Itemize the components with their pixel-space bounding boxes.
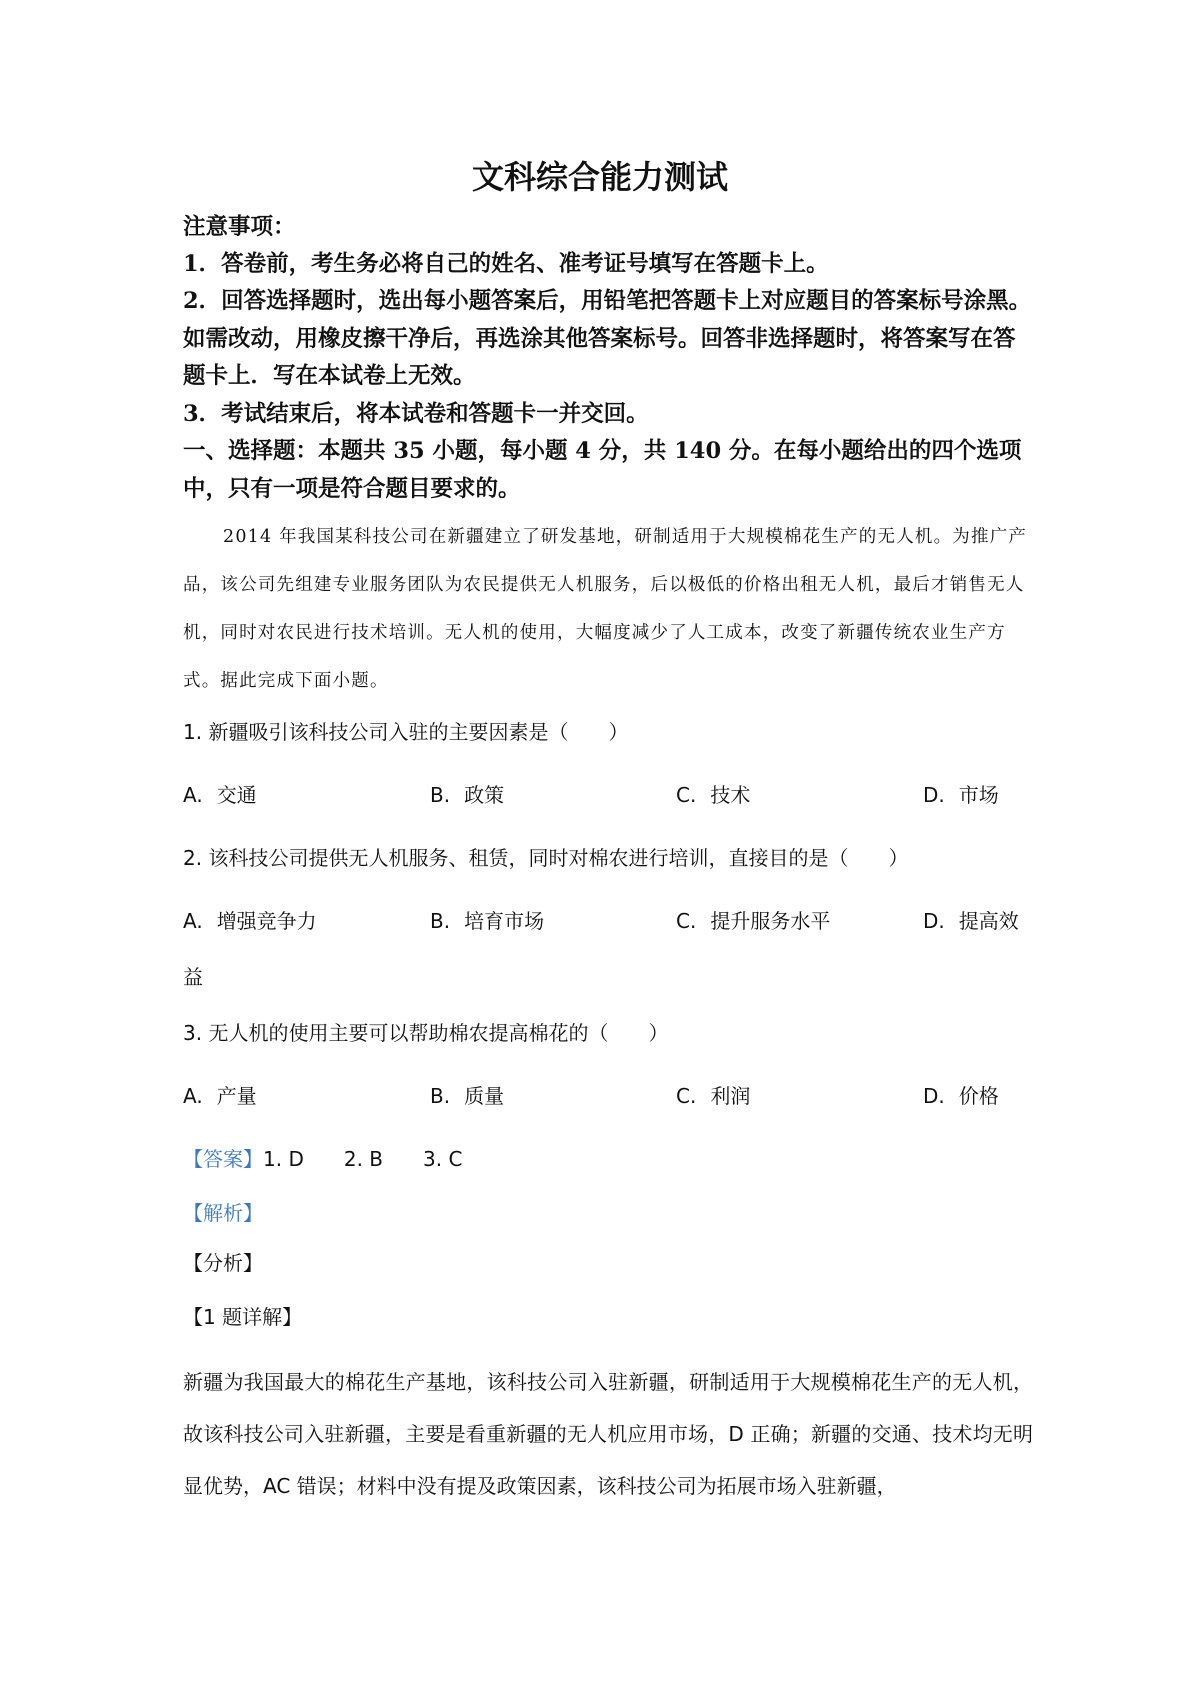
option-letter: D. [923,1084,945,1108]
question-1-option-d[interactable] [923,780,999,810]
option-letter: C. [676,1084,697,1108]
option-letter: D. [923,783,945,807]
question-3-option-a[interactable] [183,1081,257,1111]
option-text: 价格 [958,1084,999,1108]
answer-label: 【答案】 [183,1147,263,1171]
option-letter: B. [430,1084,451,1108]
answer-item: 3. C [423,1147,463,1171]
option-letter: B. [430,909,451,933]
page-title: 文科综合能力测试 [471,158,728,196]
question-2-option-c[interactable] [676,906,830,936]
jiexi-label: 【解析】 [183,1201,263,1225]
option-text: 提升服务水平 [710,909,831,933]
question-1-option-c[interactable] [676,780,750,810]
option-letter: C. [676,783,697,807]
question-2-option-d[interactable] [923,906,1019,936]
note-item-2: 2．回答选择题时，选出每小题答案后，用铅笔把答题卡上对应题目的答案标号涂黑。如需改动，用橡皮擦干净后，再选涂其他答案标号。回答非选择题时，将答案写在答题卡上．写在本试卷上无效。 [183,288,1032,389]
detail-label: 【1 题详解】 [183,1305,303,1329]
option-text: 政策 [464,783,505,807]
answer-item: 2. B [343,1147,384,1171]
option-letter: A. [183,783,203,807]
question-1-option-b[interactable] [430,780,504,810]
question-3-option-c[interactable] [676,1081,750,1111]
fenxi-label: 【分析】 [183,1251,263,1275]
question-3-option-b[interactable] [430,1081,504,1111]
question-2-option-a[interactable] [183,906,317,936]
option-text: 增强竞争力 [216,909,317,933]
answer-line [183,1144,502,1174]
option-letter: C. [676,909,697,933]
option-text: 市场 [958,783,999,807]
option-letter: D. [923,909,945,933]
question-3-option-d[interactable] [923,1081,999,1111]
section-heading: 一、选择题：本题共 35 小题，每小题 4 分，共 140 分。在每小题给出的四个选项中，只有一项是符合题目要求的。 [183,438,1022,502]
reading-passage: 2014 年我国某科技公司在新疆建立了研发基地，研制适用于大规模棉花生产的无人机。为推广产品，该公司先组建专业服务团队为农民提供无人机服务，后以极低的价格出租无人机，最后才销售无人机，同时对农民进行技术培训。无人机的使用，大幅度减少了人工成本，改变了新疆传统农业生产方式。据此完成下面小题。 [183,527,1028,691]
question-1-stem: 1. 新疆吸引该科技公司入驻的主要因素是（ ） [183,720,629,744]
option-text: 产量 [216,1084,257,1108]
answer-item: 1. D [263,1147,304,1171]
question-2-option-d-wrap: 益 [183,965,203,989]
option-text: 交通 [216,783,257,807]
option-letter: B. [430,783,451,807]
option-text: 利润 [710,1084,751,1108]
note-item-3: 3．考试结束后，将本试卷和答题卡一并交回。 [183,401,649,427]
question-1-option-a[interactable] [183,780,257,810]
option-text: 提高效 [958,909,1019,933]
option-text: 培育市场 [464,909,545,933]
analysis-paragraph: 新疆为我国最大的棉花生产基地，该科技公司入驻新疆，研制适用于大规模棉花生产的无人机，故该科技公司入驻新疆，主要是看重新疆的无人机应用市场，D 正确；新疆的交通、技术均无明显优势，AC 错误；材料中没有提及政策因素，该科技公司为拓展市场入驻新疆， [183,1370,1033,1498]
notes-heading: 注意事项： [183,214,296,240]
option-letter: A. [183,909,203,933]
note-item-1: 1．答卷前，考生务必将自己的姓名、准考证号填写在答题卡上。 [183,251,829,277]
option-text: 技术 [710,783,751,807]
option-letter: A. [183,1084,203,1108]
option-text: 质量 [464,1084,505,1108]
question-3-stem: 3. 无人机的使用主要可以帮助棉农提高棉花的（ ） [183,1021,669,1045]
question-2-option-b[interactable] [430,906,544,936]
question-2-stem: 2. 该科技公司提供无人机服务、租赁，同时对棉农进行培训，直接目的是（ ） [183,846,909,870]
